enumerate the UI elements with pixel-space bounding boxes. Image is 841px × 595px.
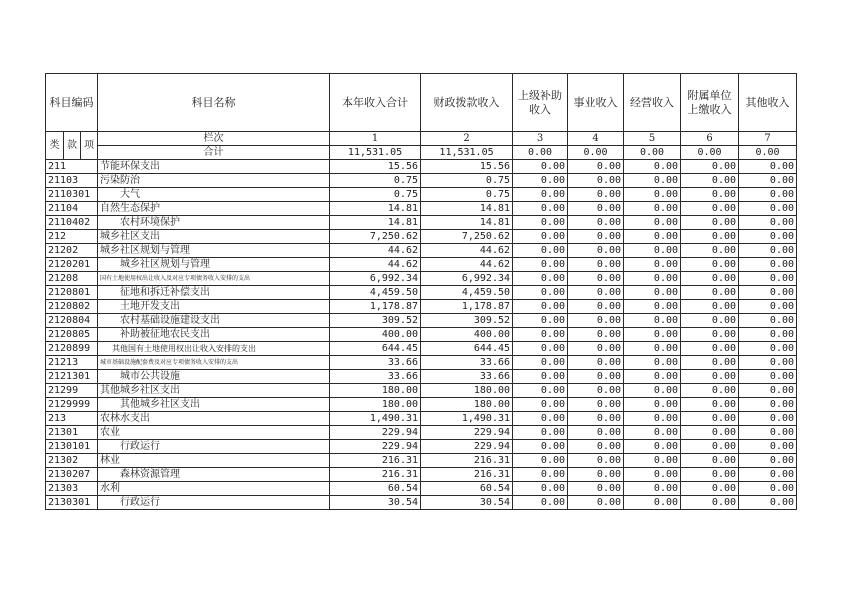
row-v3: 0.00 (513, 300, 568, 314)
row-v7: 0.00 (739, 384, 797, 398)
row-v6: 0.00 (681, 342, 739, 356)
col-number-1: 1 (330, 132, 421, 146)
row-v4: 0.00 (568, 188, 624, 202)
row-v1: 180.00 (330, 398, 421, 412)
row-v5: 0.00 (624, 426, 681, 440)
row-v6: 0.00 (681, 454, 739, 468)
row-code: 2130207 (46, 468, 98, 482)
row-v6: 0.00 (681, 286, 739, 300)
row-v1: 0.75 (330, 174, 421, 188)
row-name: 水利 (98, 482, 330, 496)
row-v2: 0.75 (421, 174, 513, 188)
row-v1: 60.54 (330, 482, 421, 496)
row-name: 林业 (98, 454, 330, 468)
row-v2: 33.66 (421, 356, 513, 370)
row-v5: 0.00 (624, 244, 681, 258)
row-v5: 0.00 (624, 216, 681, 230)
header-col3: 上级补助收入 (513, 74, 568, 132)
row-v7: 0.00 (739, 244, 797, 258)
row-v1: 33.66 (330, 370, 421, 384)
row-v5: 0.00 (624, 328, 681, 342)
row-v1: 44.62 (330, 244, 421, 258)
table-row (46, 454, 797, 468)
row-v6: 0.00 (681, 244, 739, 258)
row-v2: 4,459.50 (421, 286, 513, 300)
table-row (46, 342, 797, 356)
row-v7: 0.00 (739, 202, 797, 216)
row-name: 农村基础设施建设支出 (98, 314, 330, 328)
row-v2: 229.94 (421, 426, 513, 440)
row-v6: 0.00 (681, 300, 739, 314)
row-v5: 0.00 (624, 496, 681, 510)
row-v7: 0.00 (739, 314, 797, 328)
row-v4: 0.00 (568, 454, 624, 468)
row-v1: 216.31 (330, 454, 421, 468)
row-v2: 60.54 (421, 482, 513, 496)
row-name: 补助被征地农民支出 (98, 328, 330, 342)
row-code: 21299 (46, 384, 98, 398)
row-v6: 0.00 (681, 440, 739, 454)
row-v2: 7,250.62 (421, 230, 513, 244)
row-v5: 0.00 (624, 300, 681, 314)
row-v4: 0.00 (568, 342, 624, 356)
row-code: 211 (46, 160, 98, 174)
row-code: 213 (46, 412, 98, 426)
row-v1: 14.81 (330, 202, 421, 216)
row-v7: 0.00 (739, 174, 797, 188)
row-name: 农业 (98, 426, 330, 440)
row-code: 2129999 (46, 398, 98, 412)
row-v3: 0.00 (513, 160, 568, 174)
row-code: 2120801 (46, 286, 98, 300)
row-v4: 0.00 (568, 426, 624, 440)
table-row (46, 356, 797, 370)
row-code: 21104 (46, 202, 98, 216)
table-row (46, 496, 797, 510)
header-col1: 本年收入合计 (330, 74, 421, 132)
row-v7: 0.00 (739, 356, 797, 370)
row-v1: 30.54 (330, 496, 421, 510)
row-v7: 0.00 (739, 328, 797, 342)
row-name: 城乡社区支出 (98, 230, 330, 244)
row-v1: 44.62 (330, 258, 421, 272)
table-row (46, 482, 797, 496)
row-name: 污染防治 (98, 174, 330, 188)
row-v1: 0.75 (330, 188, 421, 202)
row-v4: 0.00 (568, 328, 624, 342)
row-code: 21103 (46, 174, 98, 188)
row-v3: 0.00 (513, 496, 568, 510)
header-row (46, 74, 797, 132)
row-v5: 0.00 (624, 160, 681, 174)
row-v2: 216.31 (421, 468, 513, 482)
table-row (46, 384, 797, 398)
row-v1: 1,178.87 (330, 300, 421, 314)
row-code: 2120802 (46, 300, 98, 314)
row-v1: 216.31 (330, 468, 421, 482)
row-v6: 0.00 (681, 398, 739, 412)
header-col2: 财政拨款收入 (421, 74, 513, 132)
row-v2: 6,992.34 (421, 272, 513, 286)
row-v3: 0.00 (513, 356, 568, 370)
row-v3: 0.00 (513, 202, 568, 216)
row-code: 2120899 (46, 342, 98, 356)
table-row (46, 160, 797, 174)
row-v7: 0.00 (739, 216, 797, 230)
row-v4: 0.00 (568, 300, 624, 314)
row-v4: 0.00 (568, 384, 624, 398)
row-v4: 0.00 (568, 216, 624, 230)
row-v6: 0.00 (681, 412, 739, 426)
row-v1: 1,490.31 (330, 412, 421, 426)
row-v5: 0.00 (624, 356, 681, 370)
row-name: 农村环境保护 (98, 216, 330, 230)
row-code: 2110402 (46, 216, 98, 230)
row-v1: 7,250.62 (330, 230, 421, 244)
row-code: 21302 (46, 454, 98, 468)
header-col6: 附属单位上缴收入 (681, 74, 739, 132)
row-code: 2120201 (46, 258, 98, 272)
table-row (46, 244, 797, 258)
row-v1: 6,992.34 (330, 272, 421, 286)
row-v7: 0.00 (739, 160, 797, 174)
row-v2: 33.66 (421, 370, 513, 384)
row-v5: 0.00 (624, 370, 681, 384)
row-v2: 180.00 (421, 384, 513, 398)
row-code: 2121301 (46, 370, 98, 384)
row-v4: 0.00 (568, 468, 624, 482)
row-v3: 0.00 (513, 216, 568, 230)
row-v1: 15.56 (330, 160, 421, 174)
row-name: 其他国有土地使用权出让收入安排的支出 (98, 342, 330, 356)
row-v4: 0.00 (568, 412, 624, 426)
row-v3: 0.00 (513, 174, 568, 188)
row-v3: 0.00 (513, 314, 568, 328)
row-v7: 0.00 (739, 342, 797, 356)
table-row (46, 286, 797, 300)
row-code: 21301 (46, 426, 98, 440)
row-v4: 0.00 (568, 244, 624, 258)
row-v2: 216.31 (421, 454, 513, 468)
row-v5: 0.00 (624, 384, 681, 398)
row-name: 节能环保支出 (98, 160, 330, 174)
col-number-5: 5 (624, 132, 681, 146)
row-v5: 0.00 (624, 314, 681, 328)
row-v7: 0.00 (739, 230, 797, 244)
row-v5: 0.00 (624, 398, 681, 412)
row-v7: 0.00 (739, 496, 797, 510)
row-v2: 1,490.31 (421, 412, 513, 426)
table-row (46, 440, 797, 454)
col-number-6: 6 (681, 132, 739, 146)
total-v3: 0.00 (513, 146, 568, 160)
row-v4: 0.00 (568, 202, 624, 216)
row-v5: 0.00 (624, 230, 681, 244)
row-v1: 14.81 (330, 216, 421, 230)
table-row (46, 272, 797, 286)
row-name: 自然生态保护 (98, 202, 330, 216)
row-v7: 0.00 (739, 440, 797, 454)
total-v4: 0.00 (568, 146, 624, 160)
row-v4: 0.00 (568, 356, 624, 370)
row-v1: 644.45 (330, 342, 421, 356)
row-name: 城乡社区规划与管理 (98, 244, 330, 258)
row-code: 2120805 (46, 328, 98, 342)
table-row (46, 188, 797, 202)
column-number-row (46, 132, 797, 146)
row-v3: 0.00 (513, 272, 568, 286)
row-v6: 0.00 (681, 496, 739, 510)
row-v4: 0.00 (568, 272, 624, 286)
row-v3: 0.00 (513, 188, 568, 202)
row-v4: 0.00 (568, 286, 624, 300)
row-v2: 14.81 (421, 216, 513, 230)
row-v7: 0.00 (739, 482, 797, 496)
row-v3: 0.00 (513, 440, 568, 454)
row-name: 大气 (98, 188, 330, 202)
row-v6: 0.00 (681, 370, 739, 384)
row-name: 行政运行 (98, 440, 330, 454)
row-v6: 0.00 (681, 468, 739, 482)
total-v2: 11,531.05 (421, 146, 513, 160)
row-v3: 0.00 (513, 426, 568, 440)
row-name: 城市基础设施配套费及对应专项债务收入安排的支出 (98, 356, 330, 370)
row-name: 行政运行 (98, 496, 330, 510)
row-v5: 0.00 (624, 174, 681, 188)
total-v5: 0.00 (624, 146, 681, 160)
row-v7: 0.00 (739, 426, 797, 440)
row-code: 2130301 (46, 496, 98, 510)
row-v7: 0.00 (739, 258, 797, 272)
row-v6: 0.00 (681, 426, 739, 440)
row-v3: 0.00 (513, 244, 568, 258)
header-col7: 其他收入 (739, 74, 797, 132)
row-v4: 0.00 (568, 398, 624, 412)
row-v5: 0.00 (624, 468, 681, 482)
row-v3: 0.00 (513, 412, 568, 426)
row-v6: 0.00 (681, 202, 739, 216)
row-v4: 0.00 (568, 314, 624, 328)
row-code: 21213 (46, 356, 98, 370)
table-body (46, 160, 797, 510)
table-row (46, 426, 797, 440)
row-v6: 0.00 (681, 384, 739, 398)
row-v2: 400.00 (421, 328, 513, 342)
row-v4: 0.00 (568, 440, 624, 454)
row-v3: 0.00 (513, 482, 568, 496)
row-name: 土地开发支出 (98, 300, 330, 314)
row-v7: 0.00 (739, 188, 797, 202)
row-v7: 0.00 (739, 286, 797, 300)
row-v2: 644.45 (421, 342, 513, 356)
row-v5: 0.00 (624, 342, 681, 356)
row-v2: 1,178.87 (421, 300, 513, 314)
row-v1: 33.66 (330, 356, 421, 370)
row-v4: 0.00 (568, 230, 624, 244)
row-v5: 0.00 (624, 412, 681, 426)
row-v3: 0.00 (513, 384, 568, 398)
row-code: 21202 (46, 244, 98, 258)
row-v2: 30.54 (421, 496, 513, 510)
row-v4: 0.00 (568, 496, 624, 510)
row-v3: 0.00 (513, 370, 568, 384)
row-code: 2130101 (46, 440, 98, 454)
row-v3: 0.00 (513, 468, 568, 482)
row-v3: 0.00 (513, 398, 568, 412)
row-v3: 0.00 (513, 286, 568, 300)
row-v7: 0.00 (739, 272, 797, 286)
row-v6: 0.00 (681, 216, 739, 230)
header-lei: 类 (46, 132, 64, 160)
total-label: 合计 (98, 146, 330, 160)
row-v6: 0.00 (681, 328, 739, 342)
row-v4: 0.00 (568, 370, 624, 384)
row-v5: 0.00 (624, 272, 681, 286)
col-number-4: 4 (568, 132, 624, 146)
row-v1: 4,459.50 (330, 286, 421, 300)
col-number-7: 7 (739, 132, 797, 146)
row-v5: 0.00 (624, 454, 681, 468)
row-v6: 0.00 (681, 258, 739, 272)
row-v5: 0.00 (624, 482, 681, 496)
table-row (46, 370, 797, 384)
row-v2: 44.62 (421, 244, 513, 258)
row-v7: 0.00 (739, 370, 797, 384)
col-number-2: 2 (421, 132, 513, 146)
row-v5: 0.00 (624, 188, 681, 202)
table-row (46, 328, 797, 342)
header-name: 科目名称 (98, 74, 330, 132)
row-v2: 14.81 (421, 202, 513, 216)
row-v6: 0.00 (681, 174, 739, 188)
header-col5: 经营收入 (624, 74, 681, 132)
row-name: 征地和拆迁补偿支出 (98, 286, 330, 300)
row-v7: 0.00 (739, 454, 797, 468)
row-v1: 229.94 (330, 426, 421, 440)
row-v6: 0.00 (681, 314, 739, 328)
row-v4: 0.00 (568, 160, 624, 174)
total-row (46, 146, 797, 160)
row-v5: 0.00 (624, 202, 681, 216)
row-v1: 229.94 (330, 440, 421, 454)
row-name: 国有土地使用权出让收入及对应专项债务收入安排的支出 (98, 272, 330, 286)
row-name: 其他城乡社区支出 (98, 384, 330, 398)
row-v7: 0.00 (739, 412, 797, 426)
row-v1: 400.00 (330, 328, 421, 342)
row-v3: 0.00 (513, 454, 568, 468)
row-name: 农林水支出 (98, 412, 330, 426)
row-v3: 0.00 (513, 342, 568, 356)
table-row (46, 412, 797, 426)
row-v1: 309.52 (330, 314, 421, 328)
row-v7: 0.00 (739, 300, 797, 314)
row-code: 2110301 (46, 188, 98, 202)
row-code: 21303 (46, 482, 98, 496)
total-v6: 0.00 (681, 146, 739, 160)
row-v2: 0.75 (421, 188, 513, 202)
row-name: 城市公共设施 (98, 370, 330, 384)
header-lanci: 栏次 (98, 132, 330, 146)
table-row (46, 174, 797, 188)
header-col4: 事业收入 (568, 74, 624, 132)
row-v2: 15.56 (421, 160, 513, 174)
table-row (46, 468, 797, 482)
row-code: 2120804 (46, 314, 98, 328)
table-row (46, 258, 797, 272)
header-code: 科目编码 (46, 74, 98, 132)
table-row (46, 314, 797, 328)
row-v3: 0.00 (513, 328, 568, 342)
row-v6: 0.00 (681, 188, 739, 202)
row-v6: 0.00 (681, 230, 739, 244)
row-v2: 309.52 (421, 314, 513, 328)
row-v6: 0.00 (681, 272, 739, 286)
col-number-3: 3 (513, 132, 568, 146)
row-name: 森林资源管理 (98, 468, 330, 482)
table-row (46, 216, 797, 230)
table-row (46, 230, 797, 244)
row-v2: 229.94 (421, 440, 513, 454)
row-v3: 0.00 (513, 258, 568, 272)
row-v4: 0.00 (568, 482, 624, 496)
row-v2: 180.00 (421, 398, 513, 412)
table-row (46, 398, 797, 412)
income-table (45, 73, 797, 510)
row-v1: 180.00 (330, 384, 421, 398)
total-v7: 0.00 (739, 146, 797, 160)
row-v5: 0.00 (624, 440, 681, 454)
row-name: 其他城乡社区支出 (98, 398, 330, 412)
row-v6: 0.00 (681, 160, 739, 174)
row-code: 21208 (46, 272, 98, 286)
row-v5: 0.00 (624, 258, 681, 272)
total-v1: 11,531.05 (330, 146, 421, 160)
row-v7: 0.00 (739, 468, 797, 482)
row-code: 212 (46, 230, 98, 244)
row-v5: 0.00 (624, 286, 681, 300)
table-row (46, 202, 797, 216)
table-row (46, 300, 797, 314)
row-v4: 0.00 (568, 174, 624, 188)
row-v3: 0.00 (513, 230, 568, 244)
row-v2: 44.62 (421, 258, 513, 272)
header-kuan: 款 (64, 132, 81, 160)
header-xiang: 项 (81, 132, 98, 160)
row-name: 城乡社区规划与管理 (98, 258, 330, 272)
row-v6: 0.00 (681, 482, 739, 496)
row-v4: 0.00 (568, 258, 624, 272)
row-v6: 0.00 (681, 356, 739, 370)
row-v7: 0.00 (739, 398, 797, 412)
